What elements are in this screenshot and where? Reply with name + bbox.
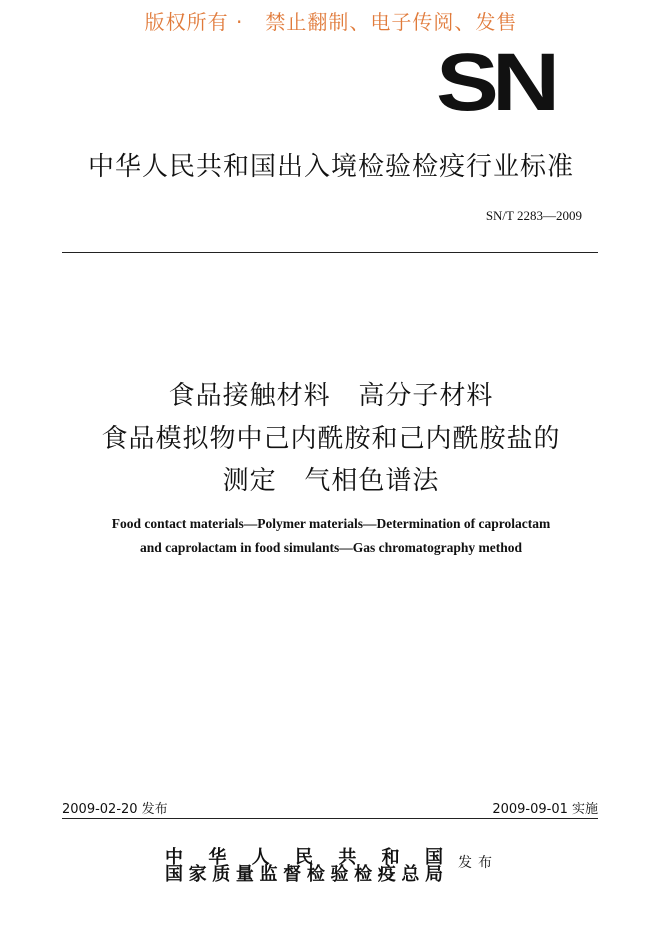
standard-number: SN/T 2283—2009 [485,208,582,223]
cn-title-line-3: 测定 气相色谱法 [222,466,440,496]
bottom-divider [62,818,598,819]
en-title-line-2: and caprolactam in food simulants—Gas chromatography method [139,540,523,555]
issuer-name-line-2: 国家质量监督检验检疫总局 [165,864,443,885]
implementation-date: 2009-09-01 实施 [492,802,598,817]
issue-date: 2009-02-20 发布 [62,802,168,817]
publish-label: 发布 [458,855,498,871]
sn-logo: SN [436,37,554,128]
issuer-name-line-1: 中华人民共和国 [165,847,443,868]
copyright-notice: 版权所有 · 禁止翻制、电子传阅、发售 [144,10,518,34]
cn-title-line-1: 食品接触材料 高分子材料 [168,381,494,411]
top-divider [62,252,598,253]
en-title-line-1: Food contact materials—Polymer materials—Determination of caprolactam [111,516,551,531]
standard-title: 中华人民共和国出入境检验检疫行业标准 [87,152,574,182]
cn-title-line-2: 食品模拟物中己内酰胺和己内酰胺盐的 [101,424,561,454]
